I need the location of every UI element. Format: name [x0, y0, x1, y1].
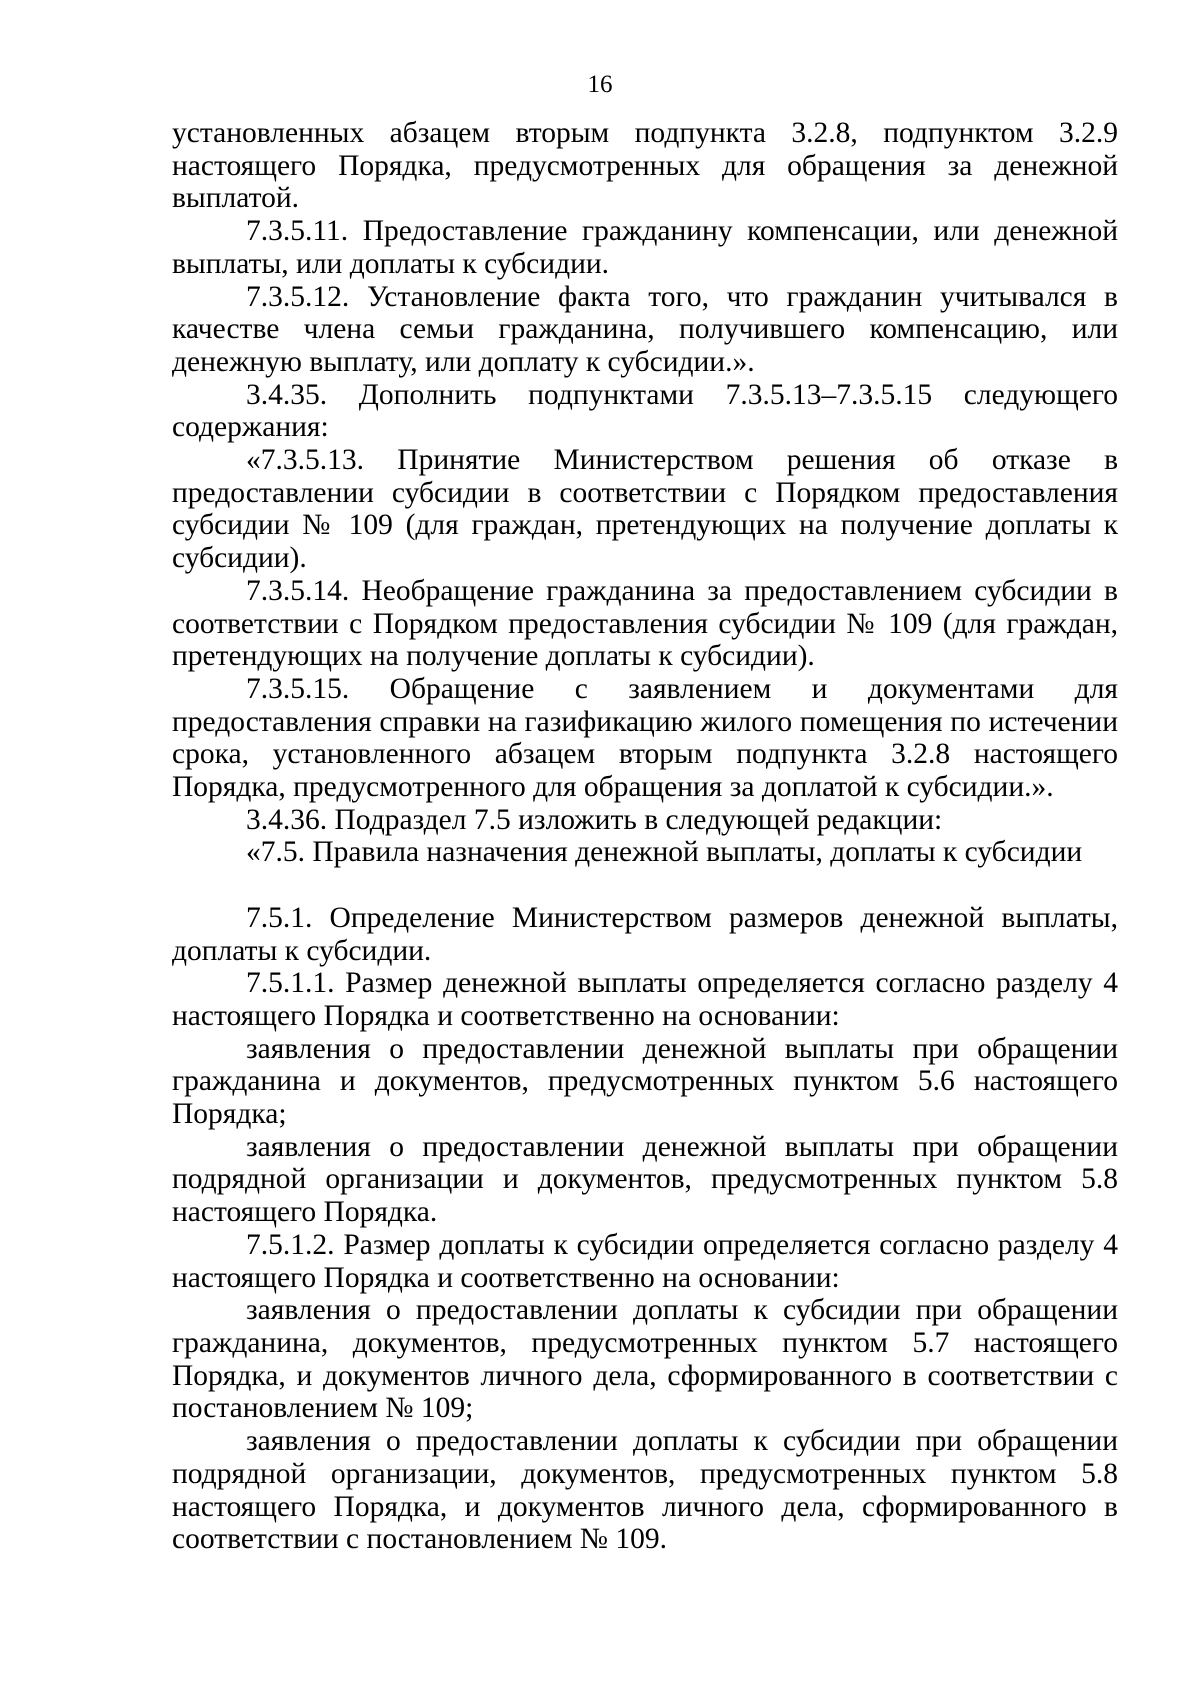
document-body [172, 117, 1118, 1556]
paragraph-application-citizen-payment: заявления о предоставлении денежной выплаты при обращении гражданина и документов, предусмотренных пунктом 5.6 настоящего Порядка; [172, 1032, 1118, 1131]
paragraph-3-4-35: 3.4.35. Дополнить подпунктами 7.3.5.13–7.3.5.15 следующего содержания: [172, 378, 1118, 444]
paragraph-7-5-1-2: 7.5.1.2. Размер доплаты к субсидии определяется согласно разделу 4 настоящего Порядка и соответственно на основании: [172, 1228, 1118, 1294]
paragraph-continuation: установленных абзацем вторым подпункта 3.2.8, подпунктом 3.2.9 настоящего Порядка, предусмотренных для обращения за денежной выплатой. [172, 117, 1118, 215]
paragraph-application-contractor-surcharge: заявления о предоставлении доплаты к субсидии при обращении подрядной организации, документов, предусмотренных пунктом 5.8 настоящего Порядка, и документов личного дела, сформированного в соответствии с постановлением № 109. [172, 1425, 1118, 1556]
paragraph-7-3-5-12: 7.3.5.12. Установление факта того, что гражданин учитывался в качестве члена семьи гражданина, получившего компенсацию, или денежную выплату, или доплату к субсидии.». [172, 280, 1118, 378]
paragraph-application-contractor-payment: заявления о предоставлении денежной выплаты при обращении подрядной организации и документов, предусмотренных пунктом 5.8 настоящего Порядка. [172, 1130, 1118, 1229]
paragraph-7-3-5-13: «7.3.5.13. Принятие Министерством решения об отказе в предоставлении субсидии в соответствии с Порядком предоставления субсидии № 109 (для граждан, претендующих на получение доплаты к субсидии). [172, 444, 1118, 575]
page-number: 16 [587, 71, 613, 98]
paragraph-7-3-5-11: 7.3.5.11. Предоставление гражданину компенсации, или денежной выплаты, или доплаты к субсидии. [172, 215, 1118, 280]
subsection-7-5-title: «7.5. Правила назначения денежной выплаты, доплаты к субсидии [246, 836, 1083, 869]
paragraph-3-4-36: 3.4.36. Подраздел 7.5 изложить в следующей редакции: [246, 803, 943, 836]
blank-line [172, 869, 1118, 902]
paragraph-application-citizen-surcharge: заявления о предоставлении доплаты к субсидии при обращении гражданина, документов, предусмотренных пунктом 5.7 настоящего Порядка, и документов личного дела, сформированного в соответствии с постановлением № 109; [172, 1294, 1118, 1425]
paragraph-7-5-1: 7.5.1. Определение Министерством размеров денежной выплаты, доплаты к субсидии. [172, 901, 1118, 967]
paragraph-7-3-5-15: 7.3.5.15. Обращение с заявлением и документами для предоставления справки на газификацию жилого помещения по истечении срока, установленного абзацем вторым подпункта 3.2.8 настоящего Порядка, предусмотренного для обращения за доплатой к субсидии.». [172, 672, 1118, 804]
paragraph-7-3-5-14: 7.3.5.14. Необращение гражданина за предоставлением субсидии в соответствии с Порядком предоставления субсидии № 109 (для граждан, претендующих на получение доплаты к субсидии). [172, 574, 1118, 673]
paragraph-7-5-1-1: 7.5.1.1. Размер денежной выплаты определяется согласно разделу 4 настоящего Порядка и соответственно на основании: [172, 967, 1118, 1032]
